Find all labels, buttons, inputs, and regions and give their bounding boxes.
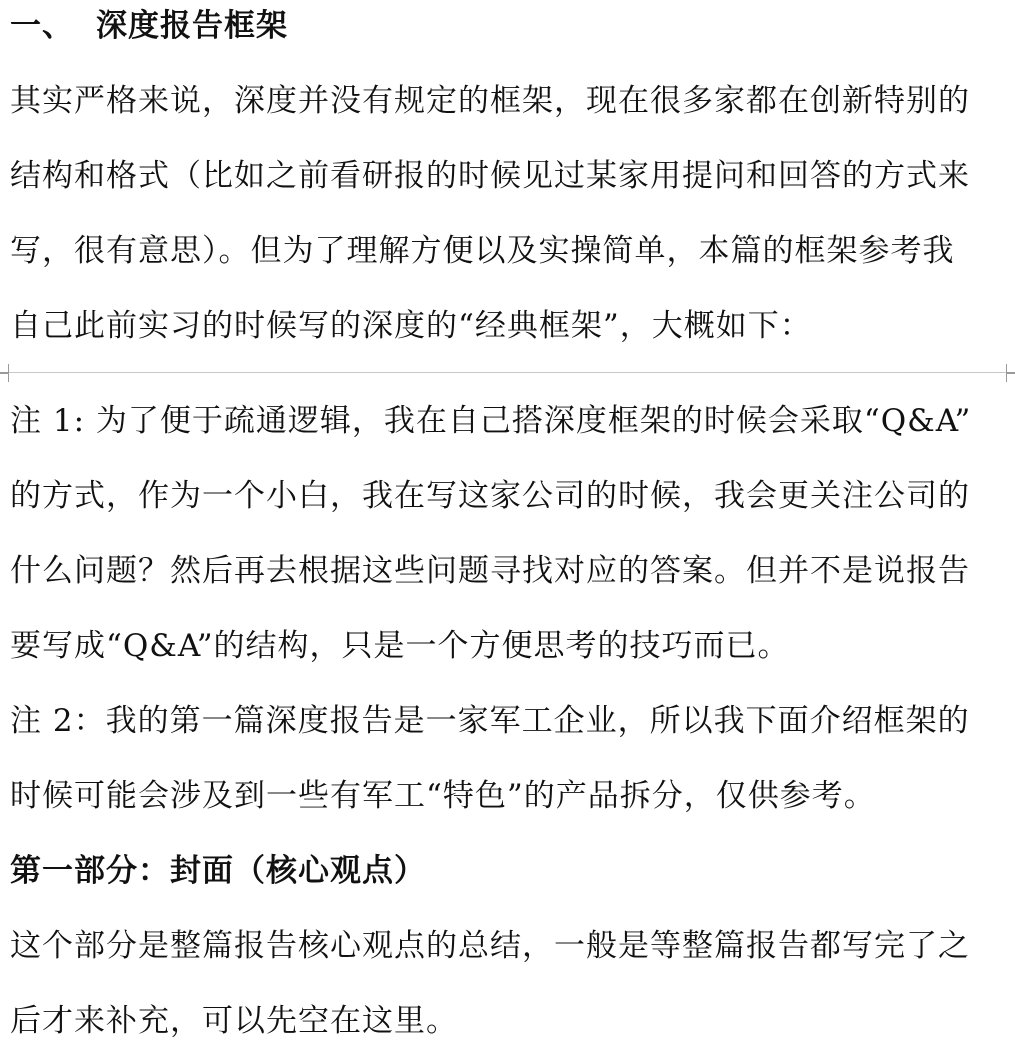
paragraph-line: 自己此前实习的时候写的深度的“经典框架”，大概如下： [10, 308, 812, 344]
note-line: 时候可能会涉及到一些有军工“特色”的产品拆分，仅供参考。 [10, 778, 876, 814]
section-title: 第一部分：封面（核心观点） [10, 853, 426, 889]
heading-title: 深度报告框架 [96, 8, 288, 44]
page-corner-mark [1006, 364, 1015, 373]
note-line: 的方式，作为一个小白，我在写这家公司的时候，我会更关注公司的 [10, 478, 970, 514]
page-corner-mark [0, 364, 9, 373]
paragraph-line: 后才来补充，可以先空在这里。 [10, 1003, 458, 1039]
note-line: 注 2：我的第一篇深度报告是一家军工企业，所以我下面介绍框架的 [10, 703, 970, 739]
page-break [0, 371, 1015, 373]
note-line: 什么问题？然后再去根据这些问题寻找对应的答案。但并不是说报告 [10, 553, 970, 589]
paragraph-line: 其实严格来说，深度并没有规定的框架，现在很多家都在创新特别的 [10, 83, 970, 119]
paragraph-line: 写，很有意思）。但为了理解方便以及实操简单，本篇的框架参考我 [10, 233, 955, 269]
paragraph-line: 结构和格式（比如之前看研报的时候见过某家用提问和回答的方式来 [10, 158, 970, 194]
page-break-rule [8, 372, 1007, 373]
note-line: 注 1: 为了便于疏通逻辑，我在自己搭深度框架的时候会采取“Q&A” [10, 403, 972, 439]
section-heading [10, 6, 1010, 46]
page-corner-mark [0, 373, 9, 382]
heading-number: 一、 [10, 8, 74, 44]
note-line: 要写成“Q&A”的结构，只是一个方便思考的技巧而已。 [10, 628, 790, 664]
paragraph-line: 这个部分是整篇报告核心观点的总结，一般是等整篇报告都写完了之 [10, 928, 970, 964]
page-corner-mark [1006, 373, 1015, 382]
